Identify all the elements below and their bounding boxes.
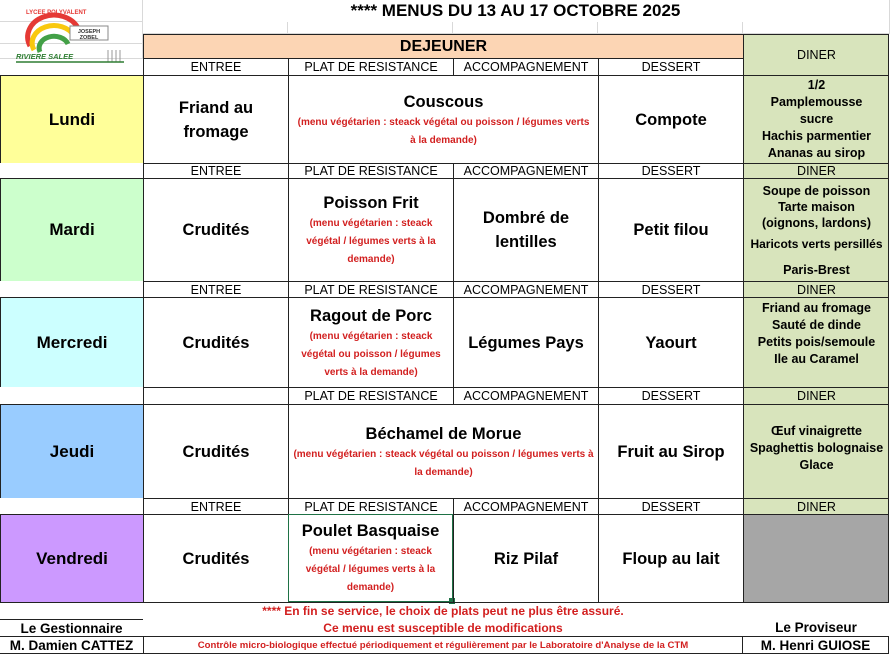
mardi-diner-item: Haricots verts persillés xyxy=(750,236,883,251)
footer-controle-note: Contrôle micro-biologique effectué périodiquement et régulièrement par le Laboratoire d'Analyse de la CTM xyxy=(143,636,743,654)
col-header-plat: PLAT DE RESISTANCE xyxy=(288,281,453,297)
footer-service-note: **** En fin se service, le choix de plats peut ne plus être assuré. xyxy=(262,604,624,618)
col-header-accompagnement: ACCOMPAGNEMENT xyxy=(453,281,598,297)
proviseur-title: Le Proviseur xyxy=(775,620,857,635)
col-header-dessert: DESSERT xyxy=(598,387,743,404)
col-header-plat: PLAT DE RESISTANCE xyxy=(288,163,453,178)
gestionnaire-title: Le Gestionnaire xyxy=(0,619,143,636)
jeudi-entree: Crudités xyxy=(143,404,288,498)
day-lundi: Lundi xyxy=(0,75,143,163)
mercredi-plat-note: (menu végétarien : steack végétal ou poisson / légumes verts à la demande) xyxy=(301,330,441,378)
col-header-dessert: DESSERT xyxy=(598,58,743,75)
mardi-dessert: Petit filou xyxy=(598,178,743,281)
jeudi-plat: Béchamel de Morue xyxy=(365,424,522,443)
mercredi-dessert: Yaourt xyxy=(598,297,743,387)
lundi-plat-cell xyxy=(288,75,598,163)
jeudi-diner-item: Spaghettis bolognaise xyxy=(749,441,884,455)
mercredi-accompagnement: Légumes Pays xyxy=(453,297,598,387)
col-header-diner: DINER xyxy=(743,281,889,297)
mardi-plat: Poisson Frit xyxy=(323,194,419,212)
mercredi-diner-item: Friand au fromage xyxy=(761,301,872,315)
mardi-entree: Crudités xyxy=(143,178,288,281)
lundi-plat-note: (menu végétarien : steack végétal ou poisson / légumes verts à la demande) xyxy=(297,116,590,146)
grid-cell xyxy=(598,22,743,34)
col-header-blank xyxy=(143,387,288,404)
day-mercredi: Mercredi xyxy=(0,297,143,387)
day-mardi: Mardi xyxy=(0,178,143,281)
col-header-accompagnement: ACCOMPAGNEMENT xyxy=(453,163,598,178)
vendredi-accompagnement: Riz Pilaf xyxy=(453,514,598,602)
col-header-diner: DINER xyxy=(743,387,889,404)
jeudi-plat-cell xyxy=(288,404,598,498)
col-header-entree: ENTREE xyxy=(143,281,288,297)
col-header-entree: ENTREE xyxy=(143,58,288,75)
lundi-diner-item: Ananas au sirop xyxy=(767,146,866,160)
mardi-plat-note: (menu végétarien : steack végétal / légumes verts à la demande) xyxy=(306,218,436,265)
jeudi-diner-item: Œuf vinaigrette xyxy=(771,424,862,438)
col-header-dessert: DESSERT xyxy=(598,498,743,514)
mardi-diner-item: Paris-Brest xyxy=(783,262,850,277)
mardi-accompagnement: Dombré de lentilles xyxy=(453,178,598,281)
gestionnaire-name: M. Damien CATTEZ xyxy=(0,636,143,654)
jeudi-diner xyxy=(743,404,889,498)
mardi-diner-item: Tarte maison (oignons, lardons) xyxy=(761,199,872,230)
mercredi-diner-item: Ile au Caramel xyxy=(774,352,859,366)
mercredi-plat-cell xyxy=(288,297,453,387)
col-header-accompagnement: ACCOMPAGNEMENT xyxy=(453,58,598,75)
lundi-diner xyxy=(743,75,889,163)
mercredi-diner xyxy=(743,297,889,387)
mercredi-diner-item: Sauté de dinde xyxy=(772,318,861,332)
col-header-accompagnement: ACCOMPAGNEMENT xyxy=(453,498,598,514)
col-header-dessert: DESSERT xyxy=(598,163,743,178)
dejeuner-band: DEJEUNER xyxy=(143,34,743,58)
col-header-plat: PLAT DE RESISTANCE xyxy=(288,58,453,75)
vendredi-plat-note: (menu végétarien : steack végétal / légumes verts à la demande) xyxy=(305,546,436,593)
day-jeudi: Jeudi xyxy=(0,404,143,498)
col-header-entree: ENTREE xyxy=(143,163,288,178)
logo-bottom-text: RIVIERE SALEE xyxy=(16,52,74,61)
proviseur-name: M. Henri GUIOSE xyxy=(743,636,889,654)
grid-cell xyxy=(288,22,453,34)
lundi-diner-item: 1/2 Pamplemousse sucre xyxy=(770,78,863,126)
lundi-diner-item: Hachis parmentier xyxy=(761,129,872,143)
mardi-diner-item: Soupe de poisson xyxy=(762,183,871,198)
footer-modification-note: Ce menu est susceptible de modifications xyxy=(323,620,563,635)
lundi-dessert: Compote xyxy=(598,75,743,163)
vendredi-plat: Poulet Basquaise xyxy=(301,522,440,540)
vendredi-diner xyxy=(743,514,889,602)
jeudi-plat-note: (menu végétarien : steack végétal ou poisson / légumes verts à la demande) xyxy=(293,448,594,478)
mardi-plat-cell xyxy=(288,178,453,281)
col-header-plat: PLAT DE RESISTANCE xyxy=(288,498,453,514)
vendredi-entree: Crudités xyxy=(143,514,288,602)
logo-top-text: LYCEE POLYVALENT xyxy=(26,10,87,16)
vendredi-plat-cell[interactable] xyxy=(288,514,453,602)
col-header-dessert: DESSERT xyxy=(598,281,743,297)
table-right-border xyxy=(888,34,889,602)
mercredi-plat: Ragout de Porc xyxy=(310,306,432,325)
mercredi-diner-item: Petits pois/semoule xyxy=(757,335,876,349)
jeudi-diner-item: Glace xyxy=(799,458,834,472)
school-logo xyxy=(12,6,130,68)
mercredi-entree: Crudités xyxy=(143,297,288,387)
grid-cell xyxy=(143,22,288,34)
vendredi-dessert: Floup au lait xyxy=(598,514,743,602)
day-vendredi: Vendredi xyxy=(0,514,143,602)
lundi-plat: Couscous xyxy=(403,92,484,111)
lundi-entree: Friand au fromage xyxy=(143,75,288,163)
col-header-accompagnement: ACCOMPAGNEMENT xyxy=(453,387,598,404)
diner-header: DINER xyxy=(743,34,889,75)
col-header-plat: PLAT DE RESISTANCE xyxy=(288,387,453,404)
jeudi-dessert: Fruit au Sirop xyxy=(598,404,743,498)
logo-name-text: JOSEPH ZOBEL xyxy=(77,29,101,41)
page-title: **** MENUS DU 13 AU 17 OCTOBRE 2025 xyxy=(350,1,681,20)
grid-cell xyxy=(453,22,598,34)
col-header-diner: DINER xyxy=(743,498,889,514)
col-header-entree: ENTREE xyxy=(143,498,288,514)
mardi-diner xyxy=(743,178,889,281)
col-header-diner: DINER xyxy=(743,163,889,178)
